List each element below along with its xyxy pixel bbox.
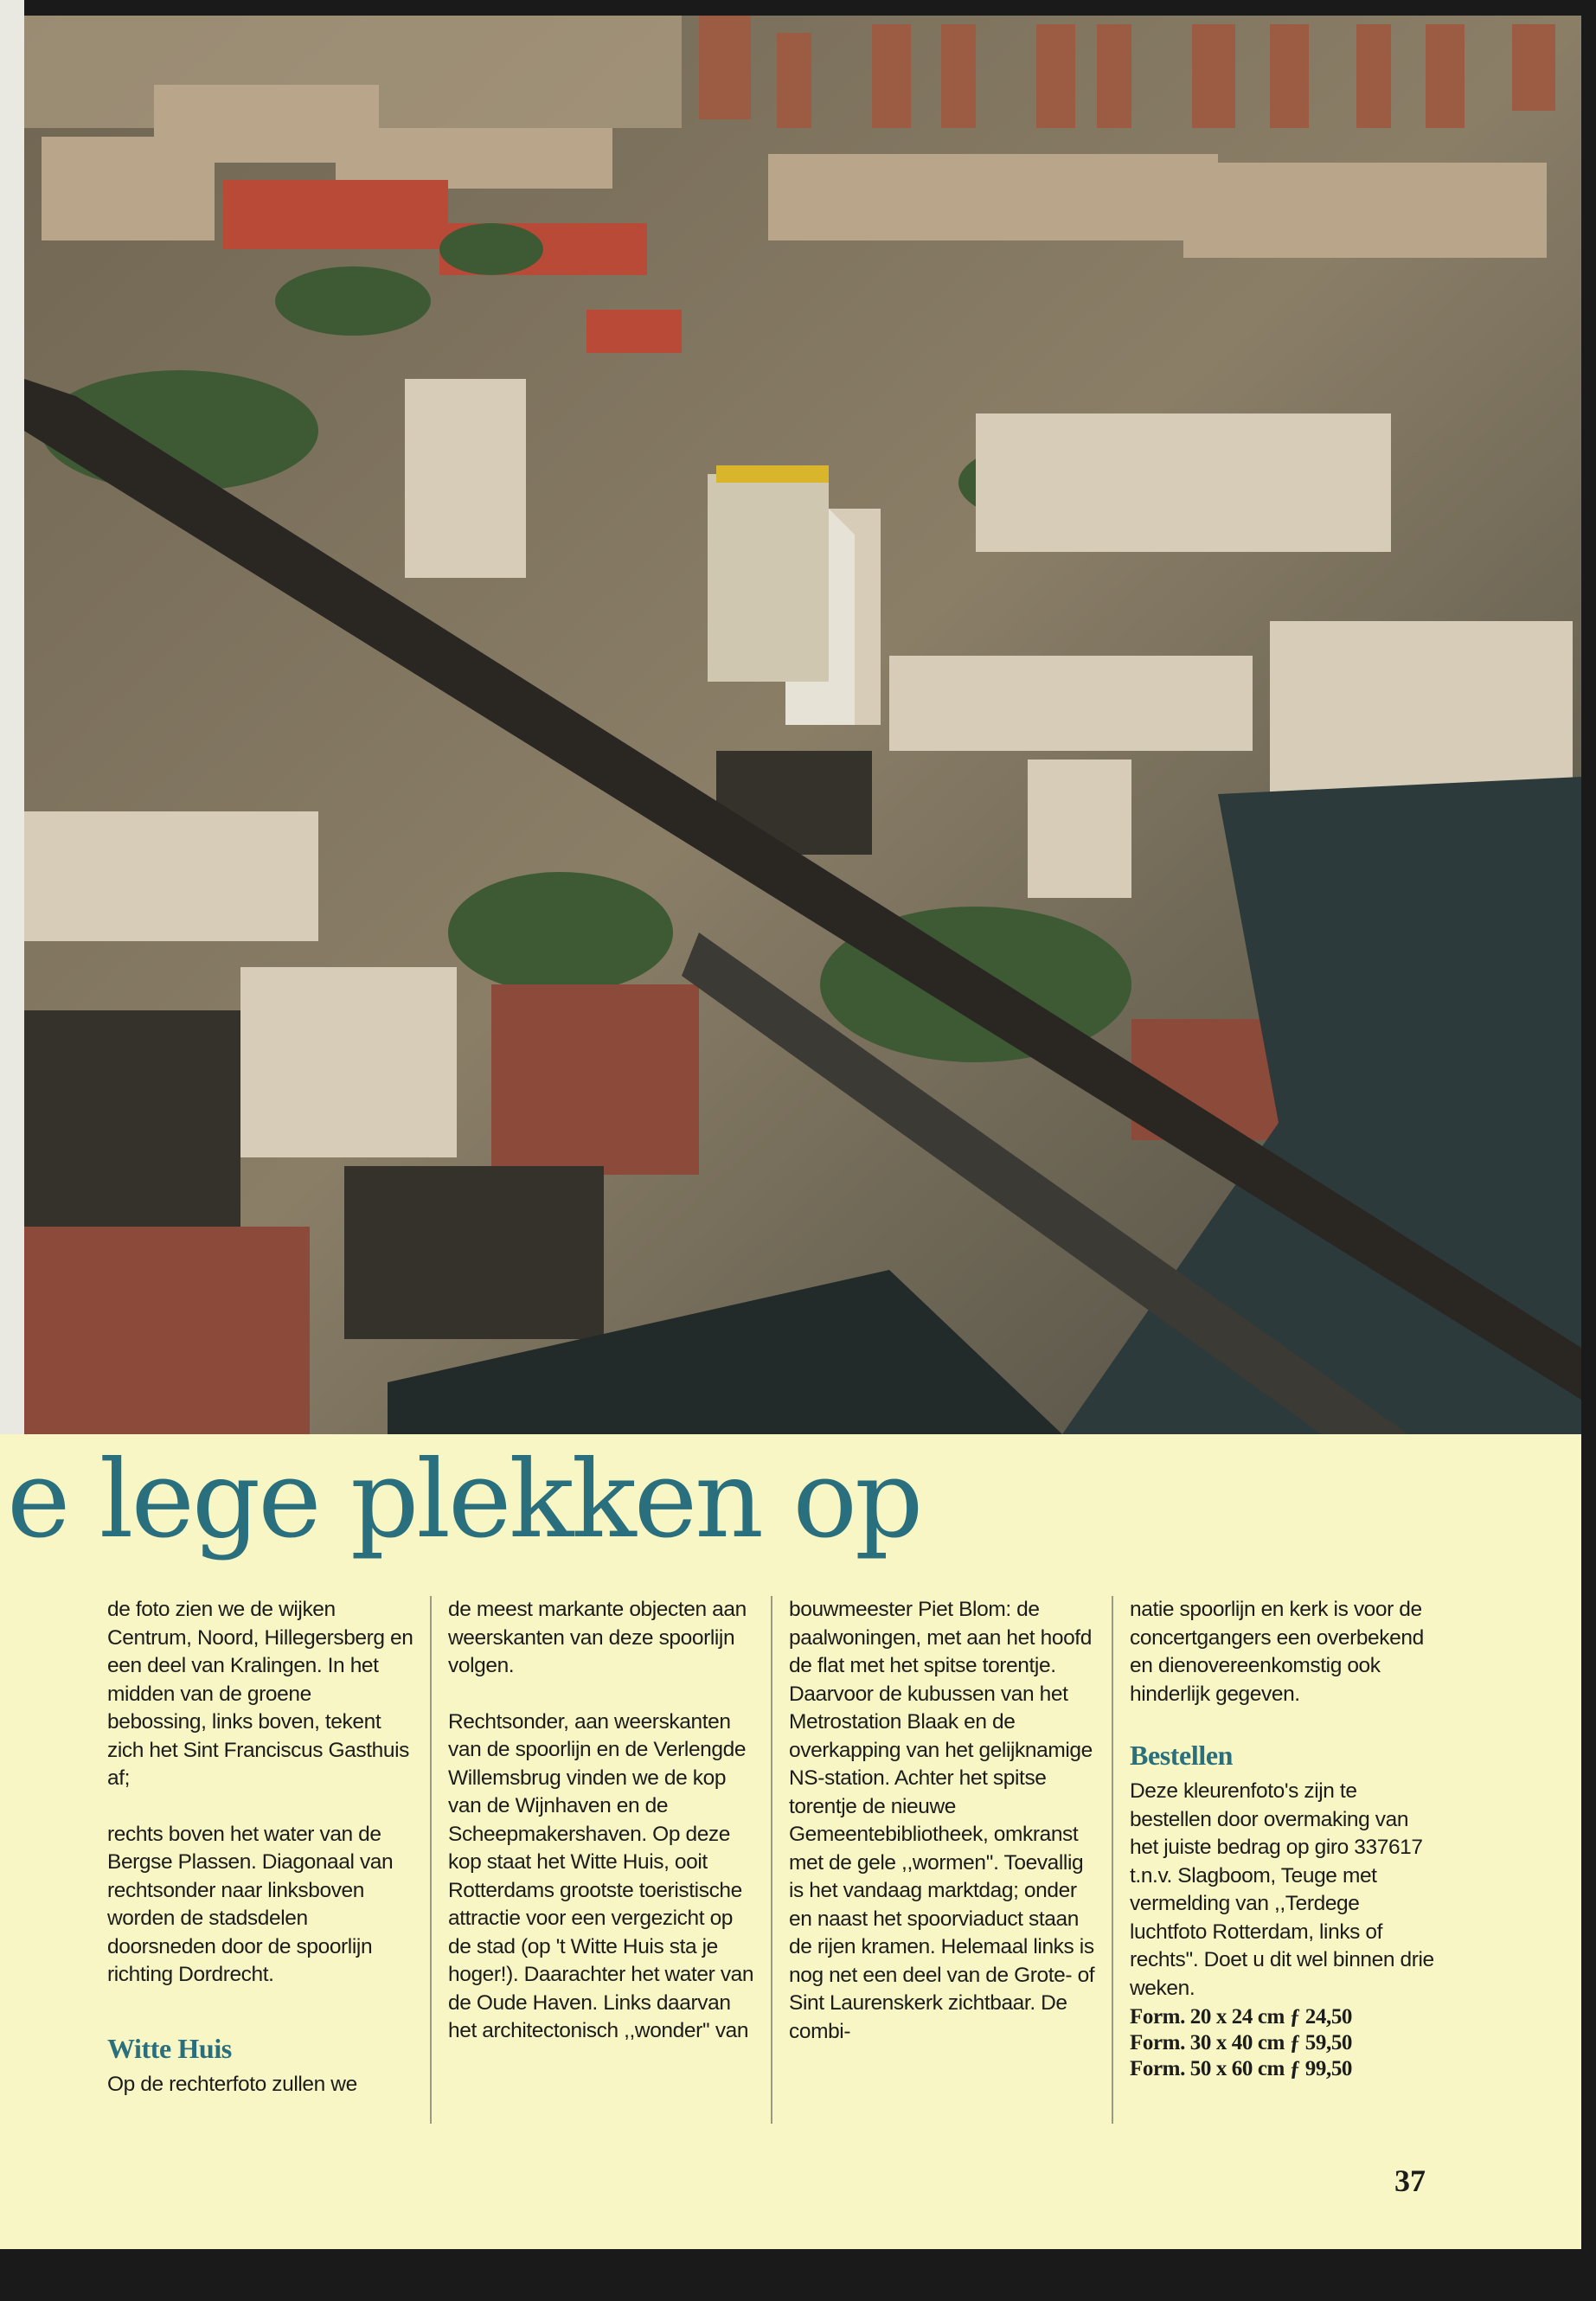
column-4 [1130,1596,1437,2082]
price-item: Form. 50 x 60 cm ƒ 99,50 [1130,2057,1353,2080]
price-list [1130,2004,1437,2082]
column-1-paragraph-2: rechts boven het water van de Bergse Plassen. Diagonaal van rechtsonder naar linksboven worden de stadsdelen doorsneden door de spoorlijn richting Dordrecht. [107,1822,394,1986]
subhead-bestellen: Bestellen [1130,1740,1234,1771]
subhead-witte-huis: Witte Huis [107,2032,232,2064]
column-4-paragraph-1: natie spoorlijn en kerk is voor de concertgangers een overbekend en dienovereenkomstig ook hinderlijk gegeven. [1130,1598,1424,1706]
column-2 [448,1596,755,2046]
scan-border-right [1581,0,1596,2301]
headline: e lege plekken op [7,1438,921,1562]
price-item: Form. 30 x 40 cm ƒ 59,50 [1130,2031,1353,2054]
column-3 [789,1596,1096,2046]
page-number: 37 [1394,2163,1426,2198]
scan-border-top [0,0,1596,16]
column-2-paragraph-1: de meest markante objecten aan weerskanten van deze spoorlijn volgen. [448,1598,747,1677]
column-1 [107,1596,414,2099]
column-1-paragraph-1: de foto zien we de wijken Centrum, Noord, Hillegersberg en een deel van Kralingen. In het midden van de groene bebossing, links boven, tekent zich het Sint Franciscus Gasthuis af; [107,1598,413,1790]
column-2-paragraph-2: Rechtsonder, aan weerskanten van de spoorlijn en de Verlengde Willemsbrug vinden we de kop van de Wijnhaven en de Scheepmakershaven. Op deze kop staat het Witte Huis, ooit Rotterdams grootste toeristische attractie voor een vergezicht op de stad (op 't Witte Huis sta je hoger!). Daarachter het water van de Oude Haven. Links daarvan het architectonisch ,,wonder'' van [448,1709,754,2042]
column-rule-1 [430,1596,432,2124]
column-rule-3 [1112,1596,1113,2124]
column-rule-2 [771,1596,772,2124]
column-1-paragraph-3: Op de rechterfoto zullen we [107,2072,357,2096]
column-3-paragraph-1: bouwmeester Piet Blom: de paalwoningen, met aan het hoofd de flat met het spitse torentje. Daarvoor de kubussen van het Metrostation Blaak en de overkapping van het gelijknamige NS-station. Achter het spitse torentje de nieuwe Gemeentebibliotheek, omkranst met de gele ,,wormen''. Toevallig is het vandaag marktdag; onder en naast het spoorviaduct staan de rijen kramen. Helemaal links is nog net een deel van de Grote- of Sint Laurenskerk zichtbaar. De combi- [789,1598,1095,2043]
scan-border-left [0,0,24,1436]
scan-border-bottom [0,2249,1596,2301]
aerial-photo [24,16,1581,1434]
price-item: Form. 20 x 24 cm ƒ 24,50 [1130,2005,1353,2029]
column-4-paragraph-2: Deze kleurenfoto's zijn te bestellen door overmaking van het juiste bedrag op giro 337617 t.n.v. Slagboom, Teuge met vermelding van ,,Terdege luchtfoto Rotterdam, links of rechts''. Doet u dit wel binnen drie weken. [1130,1779,1434,2000]
aerial-photo-icon [24,16,1581,1434]
